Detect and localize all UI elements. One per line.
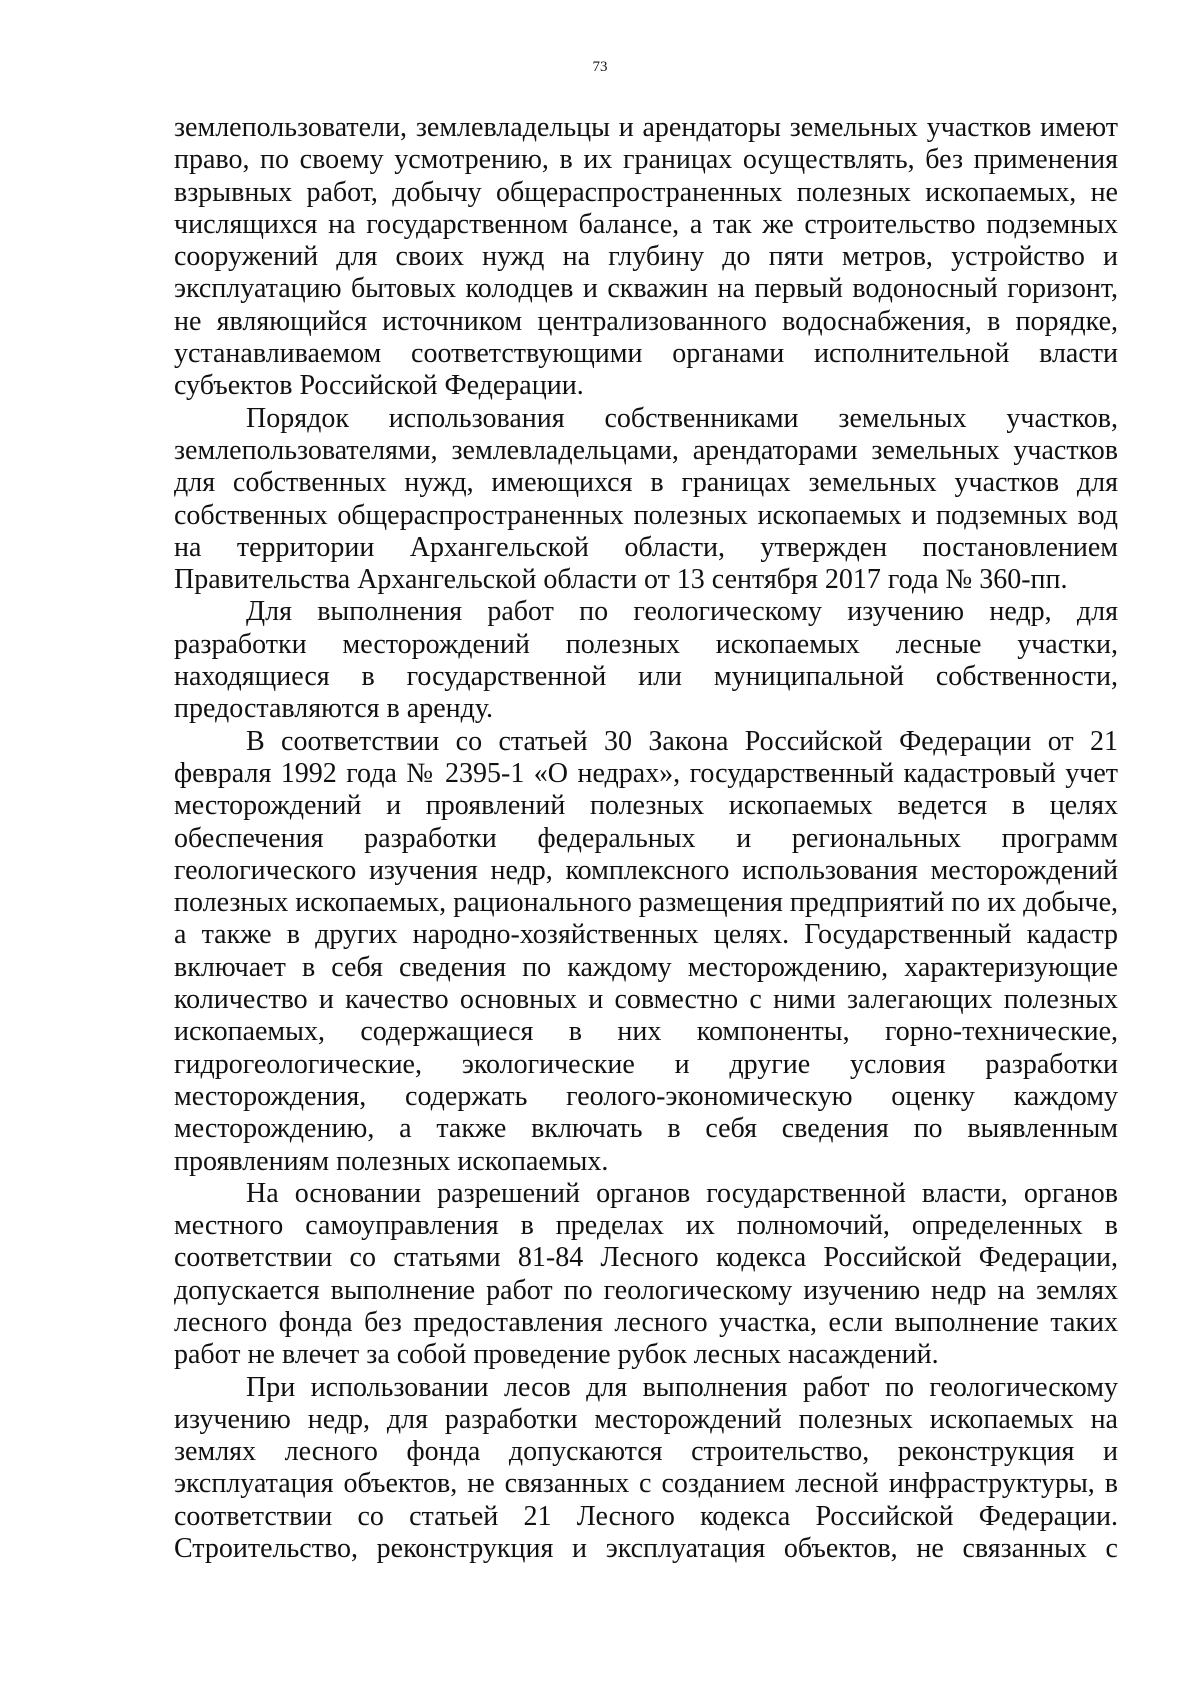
page-number: 73 <box>592 59 608 75</box>
paragraph-5: На основании разрешений органов государственной власти, органов местного самоуправления в пределах их полномочий, определенных в соответствии со статьями 81-84 Лесного кодекса Российской Федерации, допускается выполнение работ по геологическому изучению недр на землях лесного фонда без предоставления лесного участка, если выполнение таких работ не влечет за собой проведение рубок лесных насаждений. <box>174 1177 1118 1371</box>
paragraph-4: В соответствии со статьей 30 Закона Российской Федерации от 21 февраля 1992 года № 2395-1 «О недрах», государственный кадастровый учет месторождений и проявлений полезных ископаемых ведется в целях обеспечения разработки федеральных и региональных программ геологического изучения недр, комплексного использования месторождений полезных ископаемых, рационального размещения предприятий по их добыче, а также в других народно-хозяйственных целях. Государственный кадастр включает в себя сведения по каждому месторождению, характеризующие количество и качество основных и совместно с ними залегающих полезных ископаемых, содержащиеся в них компоненты, горно-технические, гидрогеологические, экологические и другие условия разработки месторождения, содержать геолого-экономическую оценку каждому месторождению, а также включать в себя сведения по выявленным проявлениям полезных ископаемых. <box>174 725 1118 1177</box>
paragraph-1: землепользователи, землевладельцы и арендаторы земельных участков имеют право, по своему усмотрению, в их границах осуществлять, без применения взрывных работ, добычу общераспространенных полезных ископаемых, не числящихся на государственном балансе, а так же строительство подземных сооружений для своих нужд на глубину до пяти метров, устройство и эксплуатацию бытовых колодцев и скважин на первый водоносный горизонт, не являющийся источником централизованного водоснабжения, в порядке, устанавливаемом соответствующими органами исполнительной власти субъектов Российской Федерации. <box>174 112 1118 402</box>
paragraph-3: Для выполнения работ по геологическому изучению недр, для разработки месторождений полезных ископаемых лесные участки, находящиеся в государственной или муниципальной собственности, предоставляются в аренду. <box>174 596 1118 725</box>
body-text <box>174 112 1118 1565</box>
paragraph-6: При использовании лесов для выполнения работ по геологическому изучению недр, для разработки месторождений полезных ископаемых на землях лесного фонда допускаются строительство, реконструкция и эксплуатация объектов, не связанных с созданием лесной инфраструктуры, в соответствии со статьей 21 Лесного кодекса Российской Федерации. Строительство, реконструкция и эксплуатация объектов, не связанных с <box>174 1371 1118 1565</box>
paragraph-2: Порядок использования собственниками земельных участков, землепользователями, землевладельцами, арендаторами земельных участков для собственных нужд, имеющихся в границах земельных участков для собственных общераспространенных полезных ископаемых и подземных вод на территории Архангельской области, утвержден постановлением Правительства Архангельской области от 13 сентября 2017 года № 360-пп. <box>174 402 1118 596</box>
